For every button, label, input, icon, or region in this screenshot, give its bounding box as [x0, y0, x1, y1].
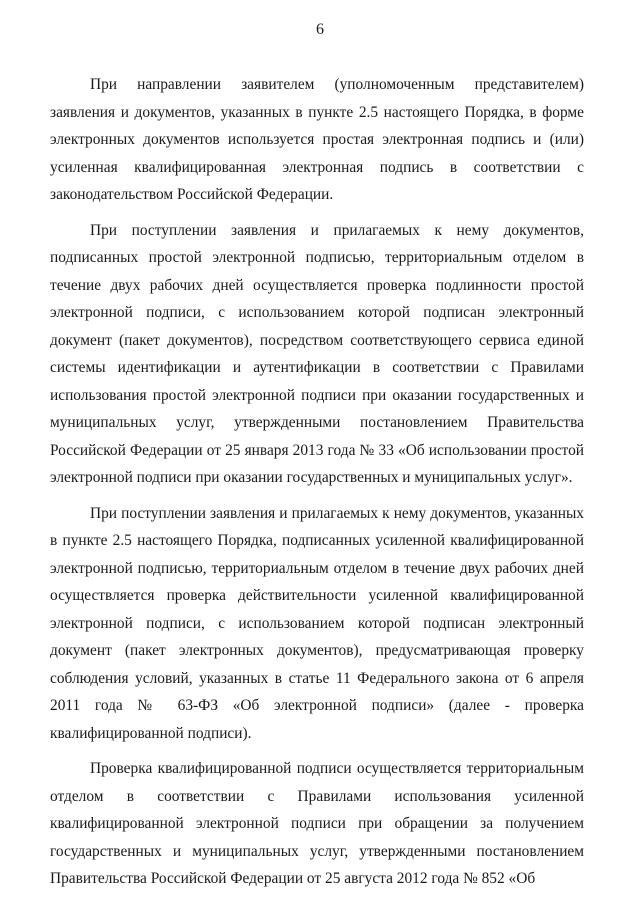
paragraph-simple-signature-check: При поступлении заявления и прилагаемых к нему документов, подписанных простой электронной подписью, территориальным отделом в течение двух рабочих дней осуществляется проверка подлинности простой электронной подписи, с использованием которой подписан электронный документ (пакет документов), посредством соответствующего сервиса единой системы идентификации и аутентификации в соответствии с Правилами использования простой электронной подписи при оказании государственных и муниципальных услуг, утвержденными постановлением Правительства Российской Федерации от 25 января 2013 года № 33 «Об использовании простой электронной подписи при оказании государственных и муниципальных услуг».: [50, 221, 584, 486]
paragraph-electronic-signature-types: При направлении заявителем (уполномоченным представителем) заявления и документов, указанных в пункте 2.5 настоящего Порядка, в форме электронных документов используется простая электронная подпись и (или) усиленная квалифицированная электронная подпись в соответствии с законодательством Российской Федерации.: [50, 76, 584, 203]
paragraph-qualified-signature-rules: Проверка квалифицированной подписи осуществляется территориальным отделом в соответствии с Правилами использования усиленной квалифицированной электронной подписи при обращении за получением государственных и муниципальных услуг, утвержденными постановлением Правительства Российской Федерации от 25 августа 2012 года № 852 «Об: [50, 760, 584, 887]
page-number: 6: [316, 21, 324, 38]
paragraph-qualified-signature-check: При поступлении заявления и прилагаемых к нему документов, указанных в пункте 2.5 настоящего Порядка, подписанных усиленной квалифицированной электронной подписью, территориальным отделом в течение двух рабочих дней осуществляется проверка действительности усиленной квалифицированной электронной подписи, с использованием которой подписан электронный документ (пакет электронных документов), предусматривающая проверку соблюдения условий, указанных в статье 11 Федерального закона от 6 апреля 2011 года № 63-ФЗ «Об электронной подписи» (далее - проверка квалифицированной подписи).: [50, 504, 584, 742]
document-body: [50, 71, 584, 901]
